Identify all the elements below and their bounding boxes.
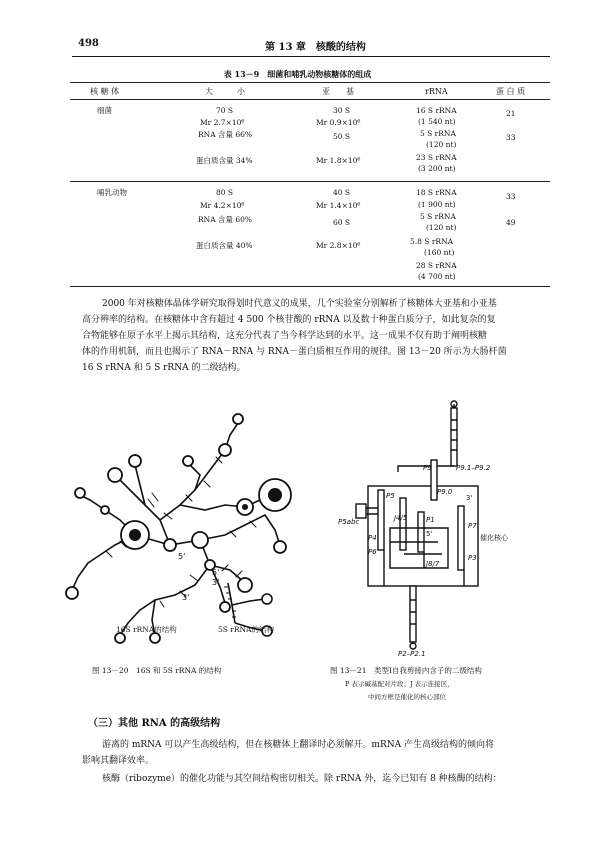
- text-line: 2000 年对核糖体晶体学研究取得划时代意义的成果，几个实验室分别解析了核糖体大亚基和小亚基: [102, 299, 497, 309]
- table-cell: (1 900 nt): [418, 200, 456, 209]
- label-catalytic-core: 催化核心: [480, 534, 508, 542]
- table-cell: 18 S rRNA: [416, 188, 457, 197]
- label-p4: P4: [368, 534, 377, 542]
- table-cell: (120 nt): [426, 140, 457, 149]
- label-16s-rrna: 16S rRNA的结构: [116, 625, 177, 634]
- header-rule: [72, 56, 550, 57]
- paragraph-ribozyme: [82, 771, 552, 787]
- col-header-protein: 蛋 白 质: [496, 87, 526, 96]
- end-5-label-16s: 5': [178, 552, 186, 561]
- table-cell: Mr 1.8×10⁶: [316, 156, 361, 165]
- table-cell: RNA 含量 66%: [198, 130, 253, 139]
- label-p9-0: P9.0: [437, 488, 453, 496]
- table-cell: Mr 2.8×10⁶: [316, 241, 361, 250]
- table-cell: 5.8 S rRNA: [410, 237, 454, 246]
- figure-16s-5s-rrna: [60, 395, 320, 653]
- table-cell: 蛋白质含量 34%: [196, 156, 253, 165]
- label-j8-7: J8/7: [426, 560, 440, 568]
- table-cell: 40 S: [333, 188, 351, 197]
- table-bottom-rule: [70, 286, 550, 287]
- figure-21-caption: 图 13－21 类型Ⅰ自我剪接内含子的二级结构: [330, 666, 482, 675]
- table-cell: 23 S rRNA: [416, 153, 457, 162]
- figure-group-i-intron: [338, 400, 508, 660]
- organism-mammal: 哺乳动物: [97, 188, 127, 197]
- paragraph-mrna: [82, 737, 552, 769]
- figure-20-caption: 图 13－20 16S 和 5S rRNA 的结构: [92, 666, 222, 675]
- page-number: 498: [78, 38, 99, 49]
- organism-bacteria: 细菌: [97, 106, 112, 115]
- table-group-rule: [70, 181, 550, 182]
- label-p6: P6: [368, 548, 377, 556]
- table-caption: 表 13－9 细菌和哺乳动物核糖体的组成: [223, 69, 372, 79]
- label-j4-5: J4/5: [394, 514, 408, 522]
- text-line: 影响其翻译效率。: [82, 756, 155, 766]
- label-p5abc: P5abc: [338, 518, 360, 526]
- paragraph-ribosome-structure: [82, 296, 552, 376]
- figure-21-note-1: P 表示碱基配对片段；J 表示连接区，: [345, 680, 454, 688]
- table-cell: Mr 2.7×10⁶: [200, 118, 245, 127]
- text-line: 高分辨率的结构。在核糖体中含有超过 4 500 个核苷酸的 rRNA 以及数十种蛋白质分子，如此复杂的复: [82, 315, 496, 325]
- text-line: 游离的 mRNA 可以产生高级结构，但在核糖体上翻译时必须解开。mRNA 产生高级结构的倾向将: [102, 740, 494, 750]
- table-header-rule: [70, 99, 550, 100]
- table-cell: 28 S rRNA: [416, 261, 457, 270]
- table-cell: 5 S rRNA: [420, 129, 456, 138]
- label-p7: P7: [468, 522, 477, 530]
- table-cell: Mr 1.4×10⁶: [316, 201, 361, 210]
- table-cell: (4 700 nt): [418, 272, 456, 281]
- table-cell: 5 S rRNA: [420, 212, 456, 221]
- table-cell: 49: [506, 218, 516, 227]
- table-cell: 70 S: [216, 106, 234, 115]
- label-p3: P3: [468, 554, 477, 562]
- table-cell: 50 S: [333, 132, 351, 141]
- label-p1: P1: [426, 516, 435, 524]
- table-top-rule: [70, 82, 550, 83]
- table-cell: 21: [506, 109, 516, 118]
- text-line: 体的作用机制，而且也揭示了 RNA－RNA 与 RNA－蛋白质相互作用的规律。图 13－20 所示为大肠杆菌: [82, 347, 507, 357]
- table-cell: 80 S: [216, 188, 234, 197]
- end-3-label-5s: 3': [212, 578, 220, 587]
- table-cell: 30 S: [333, 106, 351, 115]
- table-cell: (160 nt): [424, 248, 455, 257]
- table-cell: (1 540 nt): [418, 117, 456, 126]
- col-header-rrna: rRNA: [425, 87, 448, 96]
- table-cell: (3 200 nt): [418, 164, 456, 173]
- label-3-prime: 3': [466, 494, 473, 502]
- table-cell: (120 nt): [426, 223, 457, 232]
- chapter-title: 第 13 章 核酸的结构: [265, 42, 366, 53]
- table-cell: 60 S: [333, 218, 351, 227]
- table-cell: 蛋白质含量 40%: [196, 241, 253, 250]
- text-line: 核酶（ribozyme）的催化功能与其空间结构密切相关。除 rRNA 外，迄今已知有 8 种核酶的结构：: [102, 774, 502, 784]
- end-3-label-16s: 3': [182, 593, 190, 602]
- table-cell: 33: [506, 192, 516, 201]
- text-line: 合物能够在原子水平上揭示其结构，这充分代表了当今科学达到的水平。这一成果不仅有助于阐明核糖: [82, 331, 488, 341]
- table-cell: 33: [506, 133, 516, 142]
- table-cell: RNA 含量 60%: [198, 215, 253, 224]
- label-p2-p2-1: P2–P2.1: [398, 650, 426, 658]
- table-cell: Mr 0.9×10⁶: [316, 118, 361, 127]
- label-p5: P5: [386, 492, 395, 500]
- col-header-ribosome: 核 糖 体: [90, 87, 120, 96]
- text-line: 16 S rRNA 和 5 S rRNA 的二级结构。: [82, 363, 246, 373]
- end-5-label-5s: 5': [212, 568, 220, 577]
- label-p9-1-p9-2: P9.1–P9.2: [456, 464, 491, 472]
- figure-21-note-2: 中间方框是催化的核心部位: [368, 693, 446, 701]
- section-heading: （三）其他 RNA 的高级结构: [88, 718, 221, 729]
- table-cell: Mr 4.2×10⁶: [200, 201, 245, 210]
- table-cell: 16 S rRNA: [416, 106, 457, 115]
- label-5s-rrna: 5S rRNA的结构: [218, 625, 275, 634]
- label-p9: P9: [423, 464, 432, 472]
- col-header-subunit: 亚 基: [322, 87, 354, 96]
- label-5-prime: 5': [426, 530, 433, 538]
- col-header-size: 大 小: [205, 87, 245, 96]
